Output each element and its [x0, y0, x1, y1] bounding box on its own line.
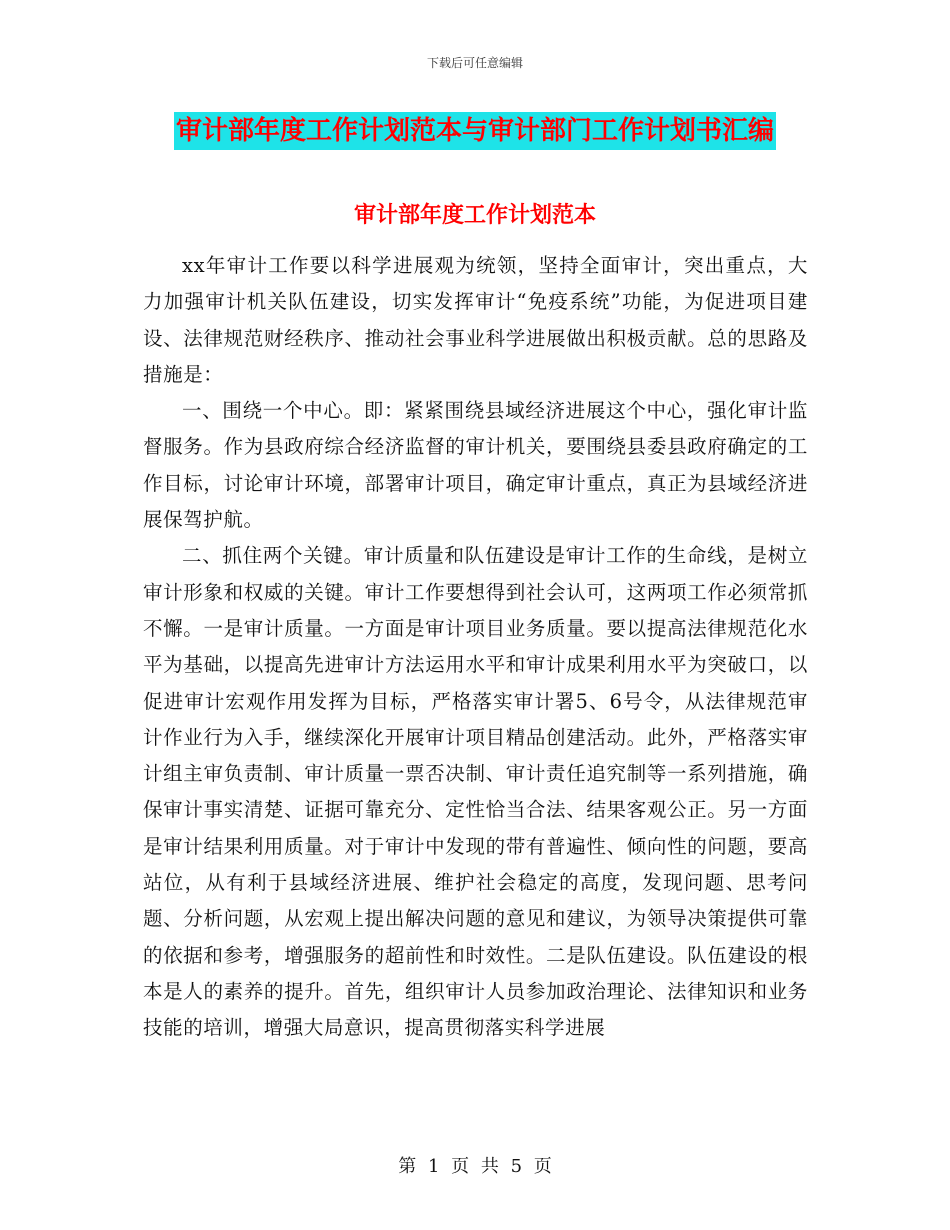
document-body — [143, 248, 808, 1047]
page-number-footer: 第 1 页 共 5 页 — [398, 1156, 552, 1177]
paragraph-one-center: 一、围绕一个中心。即：紧紧围绕县域经济进展这个中心，强化审计监督服务。作为县政府综合经济监督的审计机关，要围绕县委县政府确定的工作目标，讨论审计环境，部署审计项目，确定审计重点，真正为县域经济进展保驾护航。 — [143, 399, 808, 532]
paragraph-two-keys: 二、抓住两个关键。审计质量和队伍建设是审计工作的生命线，是树立审计形象和权威的关键。审计工作要想得到社会认可，这两项工作必须常抓不懈。一是审计质量。一方面是审计项目业务质量。要以提高法律规范化水平为基础，以提高先进审计方法运用水平和审计成果利用水平为突破口，以促进审计宏观作用发挥为目标，严格落实审计署5、6号令，从法律规范审计作业行为入手，继续深化开展审计项目精品创建活动。此外，严格落实审计组主审负责制、审计质量一票否决制、审计责任追究制等一系列措施，确保审计事实清楚、证据可靠充分、定性恰当合法、结果客观公正。另一方面是审计结果利用质量。对于审计中发现的带有普遍性、倾向性的问题，要高站位，从有利于县域经济进展、维护社会稳定的高度，发现问题、思考问题、分析问题，从宏观上提出解决问题的意见和建议，为领导决策提供可靠的依据和参考，增强服务的超前性和时效性。二是队伍建设。队伍建设的根本是人的素养的提升。首先，组织审计人员参加政治理论、法律知识和业务技能的培训，增强大局意识，提高贯彻落实科学进展 — [143, 544, 808, 1040]
section-title: 审计部年度工作计划范本 — [353, 203, 596, 228]
header-note: 下载后可任意编辑 — [426, 56, 523, 70]
paragraph-intro: xx年审计工作要以科学进展观为统领，坚持全面审计，突出重点，大力加强审计机关队伍建设，切实发挥审计“免疫系统”功能，为促进项目建设、法律规范财经秩序、推动社会事业科学进展做出积极贡献。总的思路及措施是： — [143, 254, 808, 386]
main-title-container — [0, 112, 950, 150]
document-main-title: 审计部年度工作计划范本与审计部门工作计划书汇编 — [174, 112, 776, 150]
